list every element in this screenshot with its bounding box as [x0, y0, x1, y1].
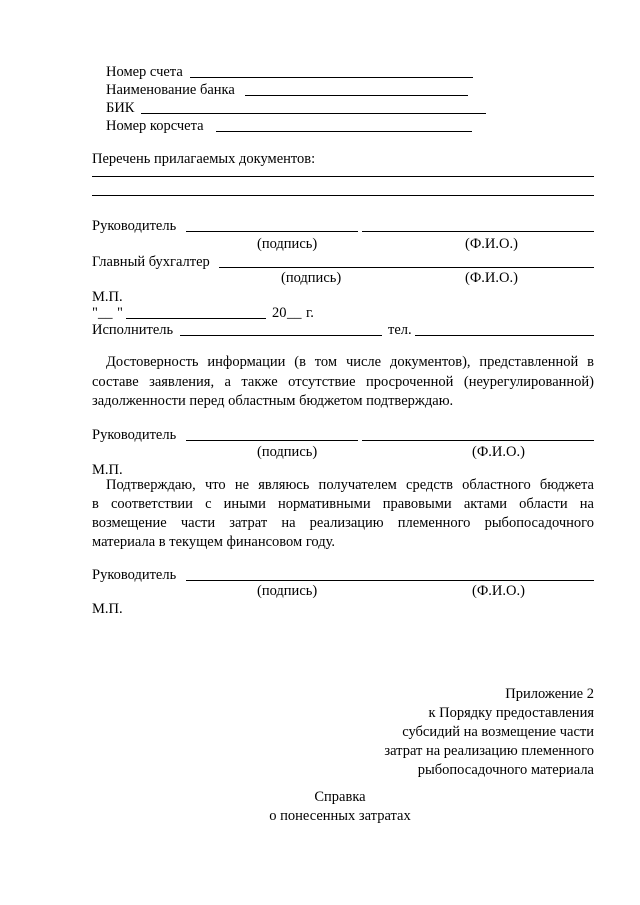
chief-accountant-blank: [219, 267, 594, 268]
chief-accountant-label: Главный бухгалтер: [92, 254, 210, 270]
account-label: Номер счета: [106, 64, 183, 80]
head-fio-blank: [362, 231, 594, 232]
certificate-subtitle: о понесенных затратах: [269, 808, 411, 824]
date-day-blank: __: [98, 305, 113, 321]
corr-account-label: Номер корсчета: [106, 118, 204, 134]
head-label: Руководитель: [92, 567, 177, 583]
certificate-title: Справка: [314, 789, 366, 805]
signature-caption: (подпись): [257, 583, 318, 599]
phone-label: тел.: [388, 322, 412, 338]
appendix-line-3: субсидий на возмещение части: [402, 724, 594, 740]
date-quote-open: ": [92, 305, 98, 321]
signature-caption: (подпись): [257, 444, 318, 460]
documents-list-label: Перечень прилагаемых документов:: [92, 151, 316, 167]
confirmation-1-line-3: задолженности перед областным бюджетом подтверждаю.: [92, 393, 454, 409]
date-month-blank: [126, 318, 266, 319]
confirmation-2-line-1: Подтверждаю, что не являюсь получателем средств областного бюджета: [106, 477, 594, 493]
phone-blank: [415, 335, 594, 336]
year-prefix: 20: [272, 305, 287, 321]
bank-name-label: Наименование банка: [106, 82, 235, 98]
appendix-line-4: затрат на реализацию племенного: [384, 743, 594, 759]
fio-caption: (Ф.И.О.): [472, 444, 525, 460]
stamp-label: М.П.: [92, 289, 123, 305]
confirmation-2-line-3: возмещение части затрат на реализацию племенного рыбопосадочного: [92, 515, 594, 531]
appendix-line-1: Приложение 2: [505, 686, 594, 702]
stamp-label: М.П.: [92, 601, 123, 617]
head-fio-blank: [362, 440, 594, 441]
account-blank: [190, 77, 473, 78]
fio-caption: (Ф.И.О.): [465, 236, 518, 252]
appendix-line-5: рыбопосадочного материала: [417, 762, 594, 778]
date-quote-close: ": [117, 305, 123, 321]
fio-caption: (Ф.И.О.): [465, 270, 518, 286]
head-label: Руководитель: [92, 218, 177, 234]
year-suffix: г.: [306, 305, 314, 321]
signature-caption: (подпись): [257, 236, 318, 252]
bank-name-blank: [245, 95, 468, 96]
fio-caption: (Ф.И.О.): [472, 583, 525, 599]
bik-blank: [141, 113, 486, 114]
corr-account-blank: [216, 131, 472, 132]
executor-blank: [180, 335, 382, 336]
confirmation-1-line-1: Достоверность информации (в том числе документов), представленной в: [106, 354, 594, 370]
head-signature-blank: [186, 440, 358, 441]
bik-label: БИК: [106, 100, 135, 116]
confirmation-2-line-2: в соответствии с иными нормативными правовыми актами области на: [92, 496, 594, 512]
documents-line-2: [92, 195, 594, 196]
appendix-line-2: к Порядку предоставления: [428, 705, 594, 721]
head-signature-fio-blank: [186, 580, 594, 581]
year-blank: __: [287, 305, 302, 321]
head-label: Руководитель: [92, 427, 177, 443]
confirmation-2-line-4: материала в текущем финансовом году.: [92, 534, 336, 550]
documents-line-1: [92, 176, 594, 177]
head-signature-blank: [186, 231, 358, 232]
signature-caption: (подпись): [281, 270, 342, 286]
stamp-label: М.П.: [92, 462, 123, 478]
confirmation-1-line-2: составе заявления, а также отсутствие просроченной (неурегулированной): [92, 374, 594, 390]
executor-label: Исполнитель: [92, 322, 174, 338]
